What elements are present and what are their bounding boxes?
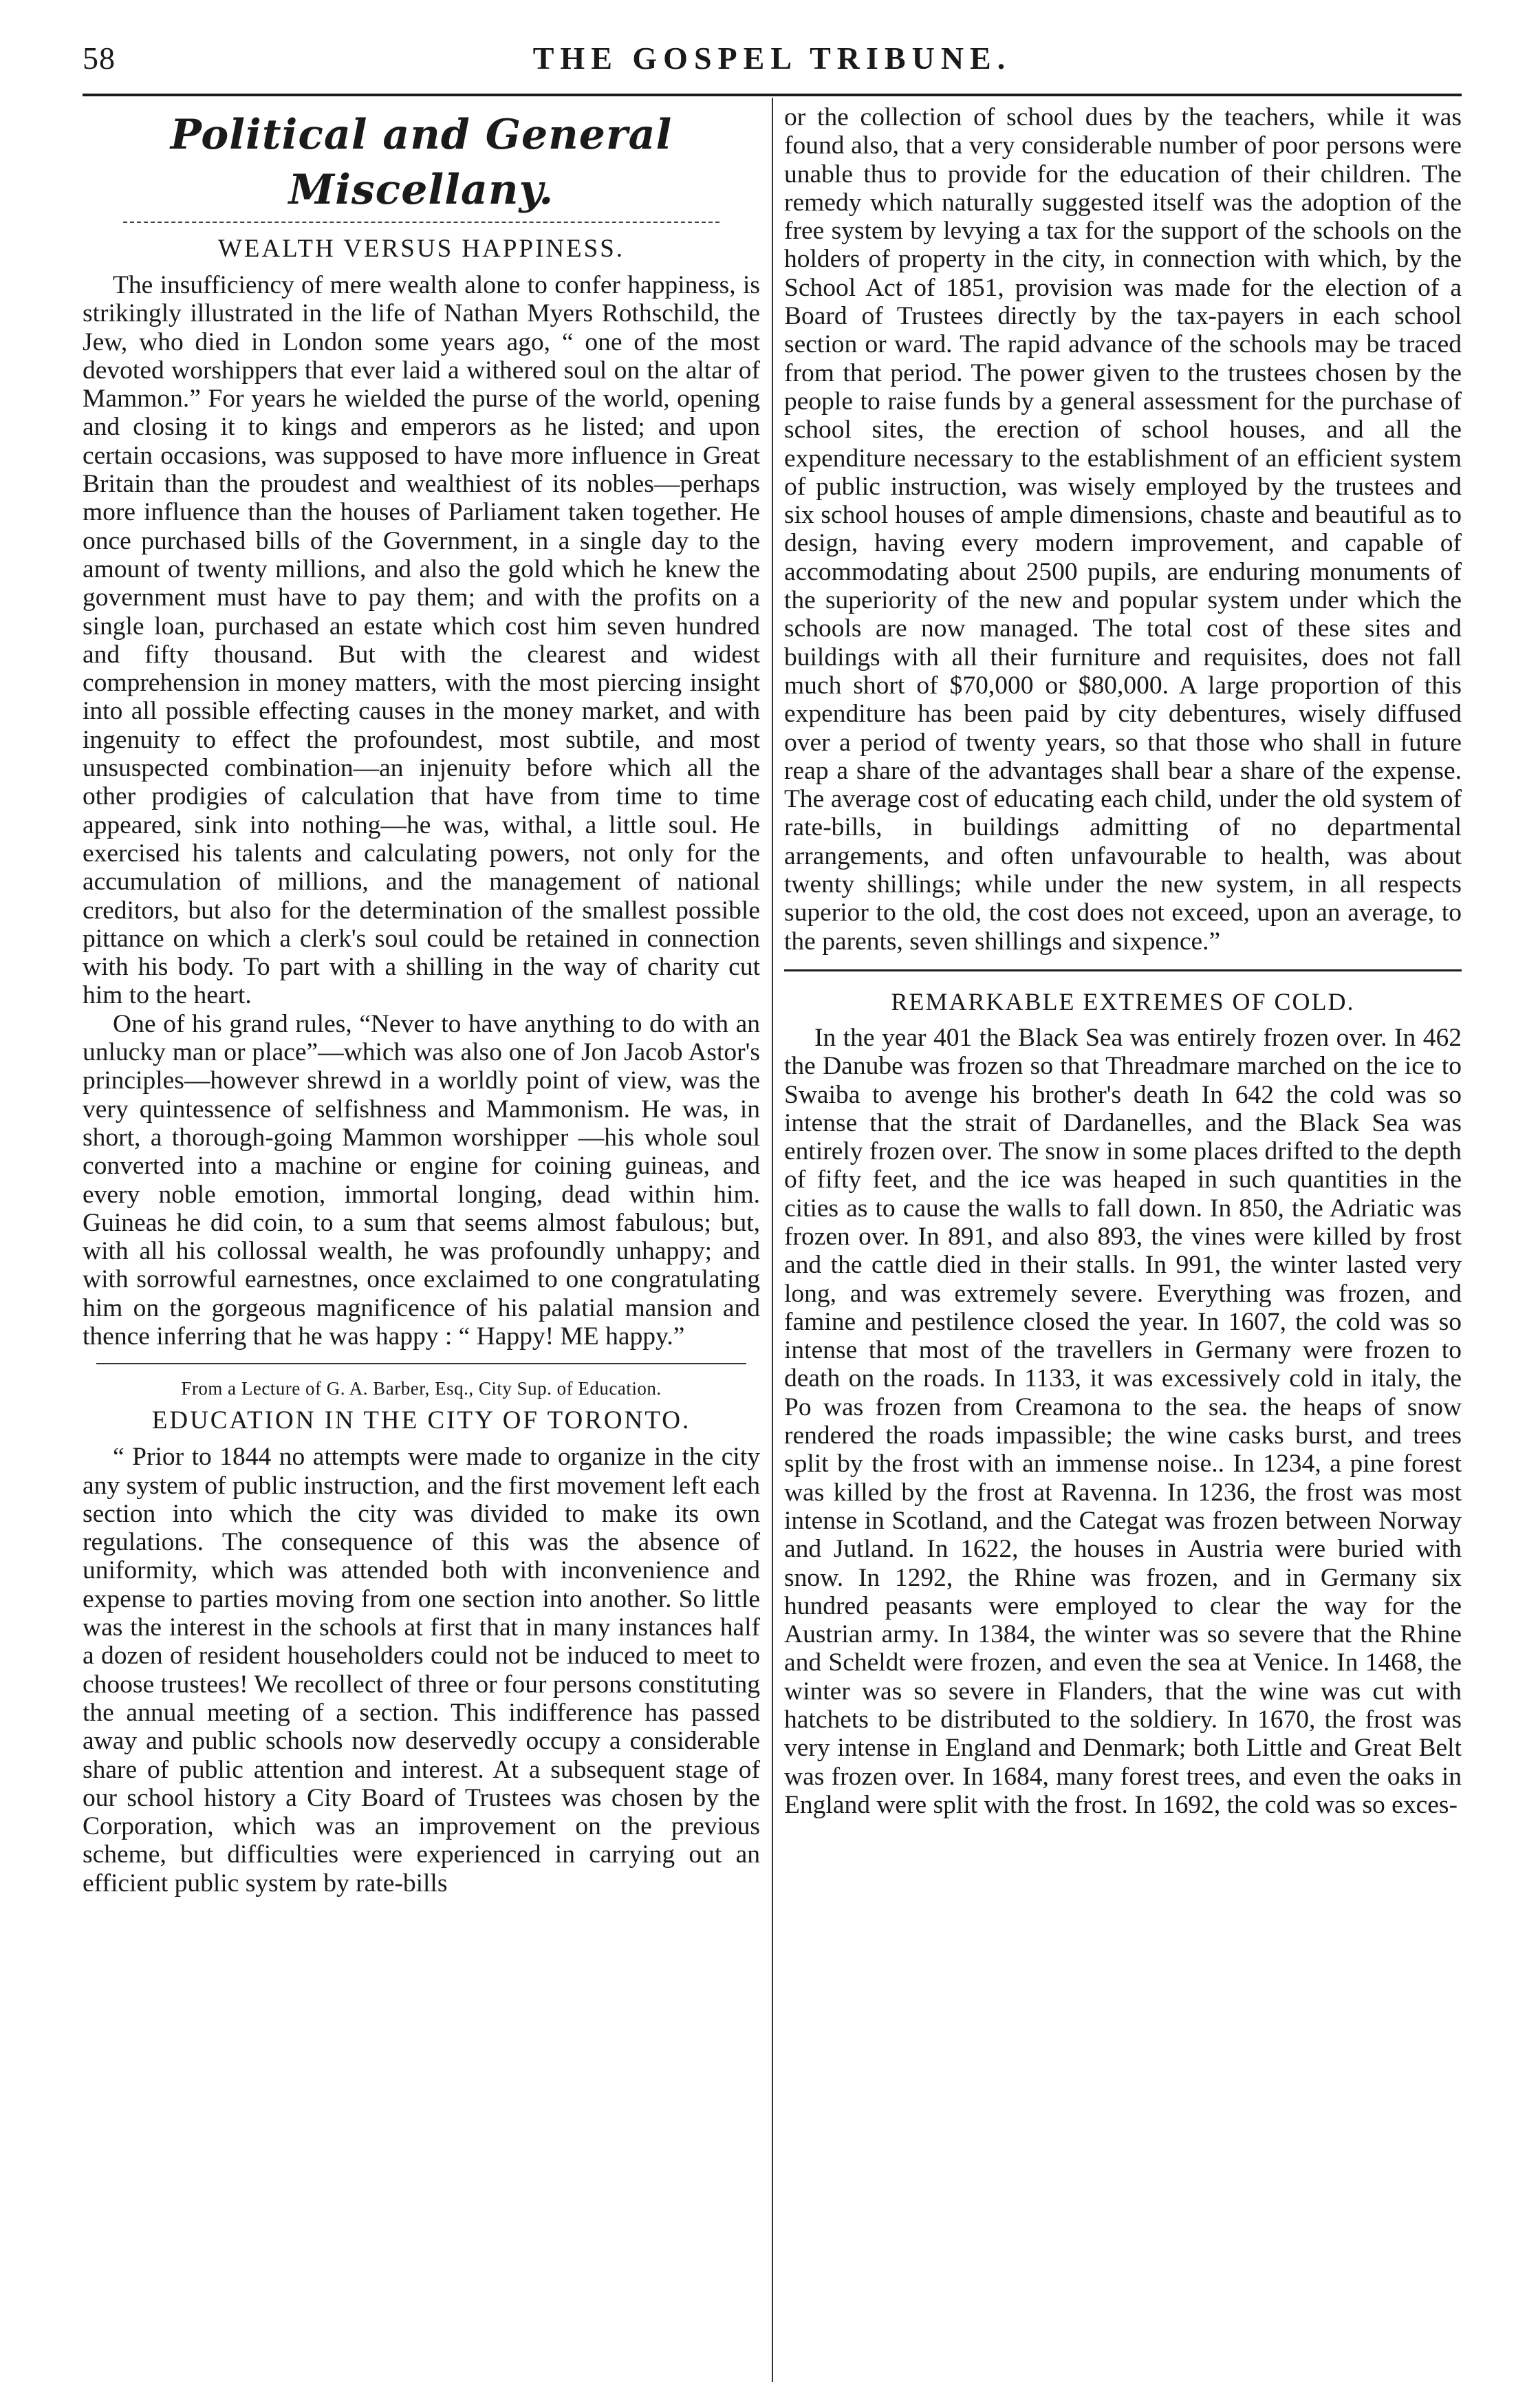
article-separator xyxy=(96,1363,747,1364)
running-head xyxy=(83,40,1462,81)
article-title-cold: REMARKABLE EXTREMES OF COLD. xyxy=(891,987,1355,1015)
section-banner: Political and General Miscellany. xyxy=(170,111,673,214)
article-title-education: EDUCATION IN THE CITY OF TORONTO. xyxy=(151,1406,691,1435)
page-number: 58 xyxy=(83,41,116,76)
left-column xyxy=(83,103,760,2374)
article-paragraph: One of his grand rules, “Never to have anything to do with an unlucky man or place”—which was also one of Jon Jacob Astor's principles—however shrewd in a worldly point of view, was the very quintessence of selfishness and Mammonism. He was, in short, a thorough-going Mammon worshipper —his whole soul converted into a machine or engine for coining guineas, and every noble emotion, immortal longing, dead within him. Guineas he did coin, to a sum that seems almost fabulous; but, with all his collossal wealth, he was profoundly unhappy; and with sorrowful earnestnes, once exclaimed to one congratulating him on the gorgeous magnificence of his palatial mansion and thence inferring that he was happy : “ Happy! ME happy.” xyxy=(83,1009,760,1351)
article-separator xyxy=(784,969,1462,971)
column-divider xyxy=(772,98,773,2382)
ornament-rule xyxy=(123,222,719,223)
article-byline: From a Lecture of G. A. Barber, Esq., City Sup. of Education. xyxy=(181,1378,662,1399)
article-title-wealth: WEALTH VERSUS HAPPINESS. xyxy=(217,235,625,263)
right-column xyxy=(784,103,1462,2374)
article-paragraph: The insufficiency of mere wealth alone to confer happiness, is strikingly illustrated in the life of Nathan Myers Rothschild, the Jew, who died in London some years ago, “ one of the most devoted worshippers that ever laid a withered soul on the altar of Mammon.” For years he wielded the purse of the world, opening and closing it to kings and emperors as he listed; and upon certain occasions, was supposed to have more influence in Great Britain than the proudest and wealthiest of its nobles—perhaps more influence than the houses of Parliament taken together. He once purchased bills of the Government, in a single day to the amount of twenty millions, and also the gold which he knew the government must have to pay them; and with the profits on a single loan, purchased an estate which cost him seven hundred and fifty thousand. But with the clearest and widest comprehension in money matters, with the most piercing insight into all possible effecting causes in the money market, and with ingenuity to effect the profoundest, most subtile, and most unsuspected combination—an injenuity before which all the other prodigies of calculation that have from time to time appeared, sink into nothing—he was, withal, a little soul. He exercised his talents and calculating powers, not only for the accumulation of millions, and the management of national creditors, but also for the determination of the smallest possible pittance on which a clerk's soul could be retained in connection with his body. To part with a shilling in the way of charity cut him to the heart. xyxy=(83,271,760,1010)
article-paragraph: “ Prior to 1844 no attempts were made to organize in the city any system of public instruction, and the first movement left each section into which the city was divided to make its own regulations. The consequence of this was the absence of uniformity, which was attended both with inconvenience and expense to parties moving from one section into another. So little was the interest in the schools at first that in many instances half a dozen of resident householders could not be induced to meet to choose trustees! We recollect of three or four persons constituting the annual meeting of a section. This indifference has passed away and public schools now deservedly occupy a considerable share of public attention and interest. At a subsequent stage of our school history a City Board of Trustees was chosen by the Corporation, which was an improvement on the previous scheme, but difficulties were experienced in carrying out an efficient public system by rate-bills xyxy=(83,1443,760,1898)
header-rule xyxy=(83,94,1462,96)
article-continuation: or the collection of school dues by the teachers, while it was found also, that a very considerable number of poor persons were unable thus to provide for the education of their children. The remedy which naturally suggested itself was the adoption of the free system by levying a tax for the support of the schools on the holders of property in the city, in connection with which, by the School Act of 1851, provision was made for the election of a Board of Trustees directly by the tax-payers in each school section or ward. The rapid advance of the schools may be traced from that period. The power given to the trustees chosen by the people to raise funds by a general assessment for the purchase of school sites, the erection of school houses, and all the expenditure necessary to the establishment of an efficient system of public instruction, was wisely employed by the trustees and six school houses of ample dimensions, chaste and beautiful as to design, having every modern improvement, and capable of accommodating about 2500 pupils, are enduring monuments of the superiority of the new and popular system under which the schools are now managed. The total cost of these sites and buildings with all their furniture and requisites, does not fall much short of $70,000 or $80,000. A large proportion of this expenditure has been paid by city debentures, wisely diffused over a period of twenty years, so that those who shall in future reap a share of the advantages shall bear a share of the expense. The average cost of educating each child, under the old system of rate-bills, in buildings admitting of no departmental arrangements, and often unfavourable to health, was about twenty shillings; while under the new system, in all respects superior to the old, the cost does not exceed, upon an average, to the parents, seven shillings and sixpence.” xyxy=(784,103,1462,956)
journal-title: THE GOSPEL TRIBUNE. xyxy=(532,41,1012,76)
article-paragraph: In the year 401 the Black Sea was entirely frozen over. In 462 the Danube was frozen so that Threadmare marched on the ice to Swaiba to avenge his brother's death In 642 the cold was so intense that the strait of Dardanelles, and the Black Sea was entirely frozen over. The snow in some places drifted to the depth of fifty feet, and the ice was heaped in such quantities in the cities as to cause the walls to fall down. In 850, the Adriatic was frozen over. In 891, and also 893, the vines were killed by frost and the cattle died in their stalls. In 991, the winter lasted very long, and was extremely severe. Everything was frozen, and famine and pestilence closed the year. In 1607, the cold was so intense that most of the travellers in Germany were frozen to death on the roads. In 1133, it was excessively cold in italy, the Po was frozen from Creamona to the sea. the heaps of snow rendered the roads impassible; the wine casks burst, and trees split by the frost with an immense noise.. In 1234, a pine forest was killed by the frost at Ravenna. In 1236, the frost was most intense in Scotland, and the Categat was frozen between Norway and Jutland. In 1622, the houses in Austria were buried with snow. In 1292, the Rhine was frozen, and in Germany six hundred peasants were employed to clear the way for the Austrian army. In 1384, the winter was so severe that the Rhine and Scheldt were frozen, and even the sea at Venice. In 1468, the winter was so severe in Flanders, that the wine was cut with hatchets to be distributed to the soldiery. In 1670, the frost was very intense in England and Denmark; both Little and Great Belt was frozen over. In 1684, many forest trees, and even the oaks in England were split with the frost. In 1692, the cold was so exces- xyxy=(784,1023,1462,1819)
